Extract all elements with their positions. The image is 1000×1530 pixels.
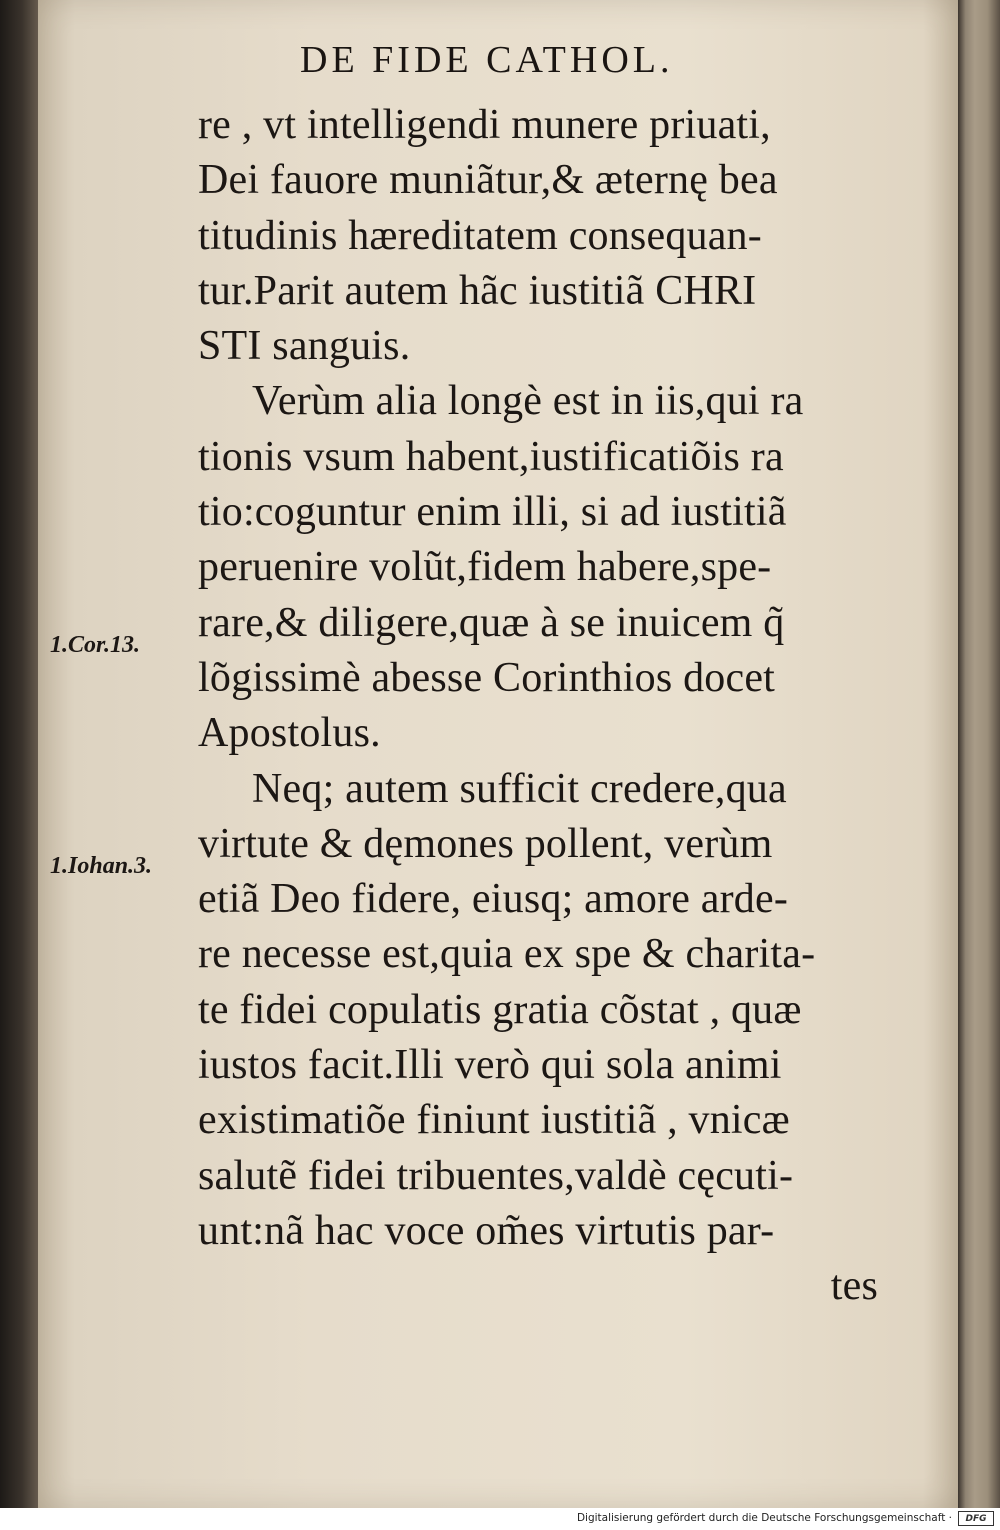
text-line: virtute & dęmones pollent, verùm (198, 820, 773, 867)
text-line: Dei fauore muniãtur,& æternę bea (198, 157, 778, 204)
text-line: iustos facit.Illi verò qui sola animi (198, 1042, 782, 1089)
text-line: tionis vsum habent,iustificatiõis ra (198, 433, 784, 480)
text-line: re , vt intelligendi munere priuati, (198, 102, 771, 148)
text-line: Apostolus. (198, 710, 381, 757)
text-line: lõgissimè abesse Corinthios docet (198, 654, 776, 701)
text-line: rare,& diligere,quæ à se inuicem q̃ (198, 599, 785, 646)
text-line: STI sanguis. (198, 323, 411, 370)
text-line: existimatiõe finiunt iustitiã , vnicæ (198, 1097, 790, 1144)
dfg-logo-icon: DFG (958, 1511, 994, 1526)
book-right-spine (958, 0, 1000, 1508)
text-line: tio:coguntur enim illi, si ad iustitiã (198, 489, 787, 536)
running-head: DE FIDE CATHOL. (300, 39, 674, 81)
text-line: Neq; autem sufficit credere,qua (252, 765, 787, 812)
text-line: salutẽ fidei tribuentes,valdè cęcuti- (198, 1152, 794, 1199)
text-line: etiã Deo fidere, eiusq; amore arde- (198, 876, 789, 923)
text-line: re necesse est,quia ex spe & charita- (198, 931, 816, 978)
text-line: unt:nã hac voce om̃es virtutis par- (198, 1207, 775, 1254)
text-line: Verùm alia longè est in iis,qui ra (252, 378, 804, 425)
text-line: tur.Parit autem hãc iustitiã CHRI (198, 267, 757, 314)
digitization-footer (0, 1508, 1000, 1530)
margin-note-corinthians: 1.Cor.13. (50, 632, 141, 658)
book-left-edge (0, 0, 40, 1508)
text-line: te fidei copulatis gratia cõstat , quæ (198, 986, 802, 1033)
funding-credit: Digitalisierung gefördert durch die Deutsche Forschungsgemeinschaft · (576, 1512, 952, 1524)
text-line: peruenire volũt,fidem habere,spe- (198, 544, 772, 591)
margin-note-johannes: 1.Iohan.3. (50, 853, 153, 879)
body-text (198, 98, 888, 1315)
text-line: titudinis hæreditatem consequan- (198, 212, 762, 259)
catchword: tes (830, 1263, 878, 1310)
